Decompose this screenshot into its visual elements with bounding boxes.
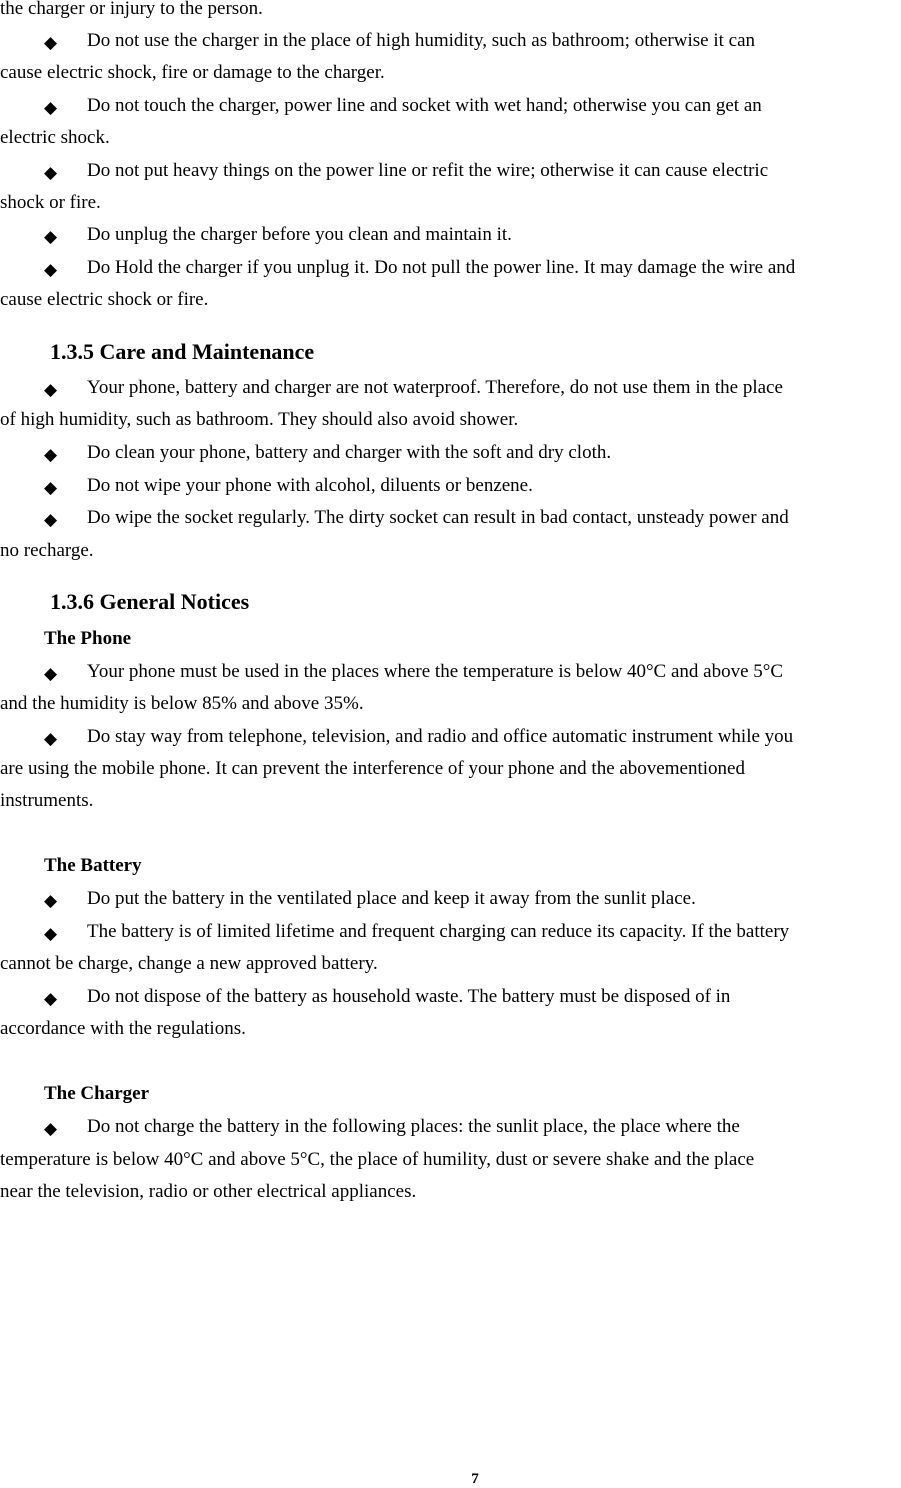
diamond-bullet-icon: ◆ [44,510,58,530]
bullet-text: Do not put heavy things on the power line or refit the wire; otherwise it can cause electric [87,160,769,181]
bullet-text: Do stay way from telephone, television, and radio and office automatic instrument while you [87,726,794,747]
bullet-text: Do unplug the charger before you clean and maintain it. [87,224,512,245]
subheading-charger: The Charger [44,1083,150,1104]
bullet-text: Do not use the charger in the place of high humidity, such as bathroom; otherwise it can [87,30,755,51]
text-line: shock or fire. [0,192,101,213]
page-number: 7 [471,1471,479,1487]
diamond-bullet-icon: ◆ [44,664,58,684]
bullet-text: Do not wipe your phone with alcohol, diluents or benzene. [87,475,533,496]
text-line: and the humidity is below 85% and above 35%. [0,693,364,714]
bullet-text: Your phone, battery and charger are not waterproof. Therefore, do not use them in the place [87,377,783,398]
diamond-bullet-icon: ◆ [44,163,58,183]
text-line: accordance with the regulations. [0,1018,246,1039]
diamond-bullet-icon: ◆ [44,478,58,498]
text-line: cause electric shock or fire. [0,289,209,310]
diamond-bullet-icon: ◆ [44,380,58,400]
text-line: no recharge. [0,540,94,561]
bullet-text: Do not dispose of the battery as household waste. The battery must be disposed of in [87,986,731,1007]
bullet-text: Do not charge the battery in the following places: the sunlit place, the place where the [87,1116,740,1137]
bullet-text: Do Hold the charger if you unplug it. Do not pull the power line. It may damage the wire and [87,257,796,278]
diamond-bullet-icon: ◆ [44,729,58,749]
bullet-text: Do wipe the socket regularly. The dirty socket can result in bad contact, unsteady power and [87,507,789,528]
text-line: the charger or injury to the person. [0,0,263,19]
diamond-bullet-icon: ◆ [44,260,58,280]
diamond-bullet-icon: ◆ [44,98,58,118]
diamond-bullet-icon: ◆ [44,445,58,465]
bullet-text: Do clean your phone, battery and charger with the soft and dry cloth. [87,442,612,463]
diamond-bullet-icon: ◆ [44,227,58,247]
section-heading-general: 1.3.6 General Notices [50,589,250,614]
text-line: of high humidity, such as bathroom. They should also avoid shower. [0,409,519,430]
text-line: cannot be charge, change a new approved battery. [0,953,378,974]
section-heading-care: 1.3.5 Care and Maintenance [50,339,315,364]
text-line: cause electric shock, fire or damage to the charger. [0,62,385,83]
diamond-bullet-icon: ◆ [44,924,58,944]
text-line: near the television, radio or other electrical appliances. [0,1181,417,1202]
text-line: electric shock. [0,127,110,148]
bullet-text: Do put the battery in the ventilated place and keep it away from the sunlit place. [87,888,696,909]
subheading-phone: The Phone [44,628,132,649]
diamond-bullet-icon: ◆ [44,989,58,1009]
diamond-bullet-icon: ◆ [44,1119,58,1139]
subheading-battery: The Battery [44,855,142,876]
bullet-text: The battery is of limited lifetime and frequent charging can reduce its capacity. If the battery [87,921,790,942]
bullet-text: Your phone must be used in the places where the temperature is below 40°C and above 5°C [87,661,784,682]
diamond-bullet-icon: ◆ [44,33,58,53]
diamond-bullet-icon: ◆ [44,891,58,911]
text-line: temperature is below 40°C and above 5°C, the place of humility, dust or severe shake and the place [0,1149,755,1170]
text-line: are using the mobile phone. It can prevent the interference of your phone and the abovementioned [0,758,745,779]
bullet-text: Do not touch the charger, power line and socket with wet hand; otherwise you can get an [87,95,762,116]
text-line: instruments. [0,790,94,811]
